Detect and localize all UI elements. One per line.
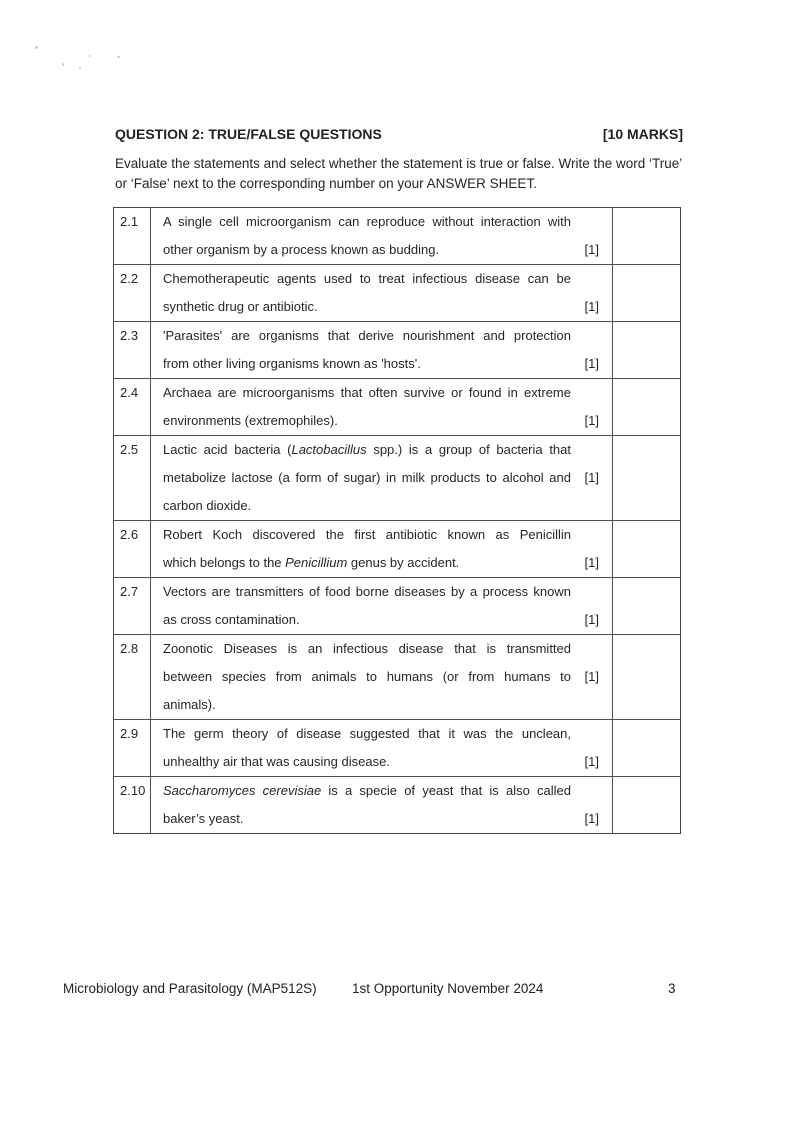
scan-speck [79,67,81,69]
statement-cell [151,436,613,520]
statement-cell [151,208,613,264]
question-header [115,126,683,142]
scan-speck [117,56,120,58]
scan-speck [35,46,38,49]
mark-allocation: [1] [584,242,599,257]
mark-allocation: [1] [584,669,599,684]
mark-allocation: [1] [584,299,599,314]
statement-cell [151,777,613,833]
statement-line: carbon dioxide. [163,498,252,513]
statement-line: from other living organisms known as 'hosts'. [163,356,421,371]
answer-cell [613,720,680,776]
statement-line: other organism by a process known as budding. [163,242,440,257]
statement-line: Saccharomyces cerevisiae is a specie of yeast that is also called [163,783,571,798]
statement-line: A single cell microorganism can reproduce without interaction with [163,214,571,229]
scan-speck [89,55,91,57]
statement-cell [151,521,613,577]
question-number: 2.3 [114,322,151,378]
statement-line: Archaea are microorganisms that often survive or found in extreme [163,385,571,400]
statement-line: between species from animals to humans (or from humans to [163,669,571,684]
table-row [114,435,680,520]
statement-line: The germ theory of disease suggested that it was the unclean, [163,726,571,741]
mark-allocation: [1] [584,555,599,570]
statement-line: environments (extremophiles). [163,413,338,428]
statement-cell [151,635,613,719]
table-row [114,577,680,634]
statement-cell [151,578,613,634]
mark-allocation: [1] [584,413,599,428]
true-false-table [113,207,681,834]
statement-line: Vectors are transmitters of food borne diseases by a process known [163,584,571,599]
question-title: QUESTION 2: TRUE/FALSE QUESTIONS [115,126,382,142]
statement-cell [151,379,613,435]
statement-line: metabolize lactose (a form of sugar) in milk products to alcohol and [163,470,571,485]
mark-allocation: [1] [584,754,599,769]
statement-cell [151,265,613,321]
statement-cell [151,322,613,378]
question-number: 2.5 [114,436,151,520]
statement-cell [151,720,613,776]
answer-cell [613,208,680,264]
question-number: 2.7 [114,578,151,634]
answer-cell [613,379,680,435]
mark-allocation: [1] [584,470,599,485]
question-marks: [10 MARKS] [602,126,683,142]
footer-session: 1st Opportunity November 2024 [352,981,544,996]
instructions-line: Evaluate the statements and select whether the statement is true or false. Write the word ‘True’ [115,156,683,171]
question-number: 2.1 [114,208,151,264]
table-row [114,520,680,577]
statement-line: baker’s yeast. [163,811,244,826]
footer-page-number: 3 [668,981,676,996]
statement-line: Lactic acid bacteria (Lactobacillus spp.) is a group of bacteria that [163,442,571,457]
answer-cell [613,777,680,833]
instructions-line: or ‘False’ next to the corresponding number on your ANSWER SHEET. [115,175,537,191]
table-row [114,378,680,435]
statement-line: as cross contamination. [163,612,300,627]
table-row [114,719,680,776]
mark-allocation: [1] [584,811,599,826]
answer-cell [613,578,680,634]
table-row [114,634,680,719]
answer-cell [613,635,680,719]
question-number: 2.8 [114,635,151,719]
answer-cell [613,521,680,577]
table-row [114,208,680,264]
footer-course: Microbiology and Parasitology (MAP512S) [63,981,317,996]
scan-speck [62,63,64,66]
table-row [114,321,680,378]
mark-allocation: [1] [584,356,599,371]
statement-line: animals). [163,697,216,712]
table-row [114,264,680,321]
instructions [115,154,735,193]
question-number: 2.2 [114,265,151,321]
statement-line: unhealthy air that was causing disease. [163,754,390,769]
statement-line: 'Parasites' are organisms that derive nourishment and protection [163,328,571,343]
question-number: 2.6 [114,521,151,577]
statement-line: synthetic drug or antibiotic. [163,299,318,314]
question-number: 2.9 [114,720,151,776]
statement-line: Zoonotic Diseases is an infectious disease that is transmitted [163,641,571,656]
question-number: 2.10 [114,777,151,833]
answer-cell [613,265,680,321]
answer-cell [613,322,680,378]
answer-cell [613,436,680,520]
statement-line: which belongs to the Penicillium genus by accident. [163,555,460,570]
statement-line: Robert Koch discovered the first antibiotic known as Penicillin [163,527,571,542]
statement-line: Chemotherapeutic agents used to treat infectious disease can be [163,271,571,286]
question-number: 2.4 [114,379,151,435]
mark-allocation: [1] [584,612,599,627]
table-row [114,776,680,833]
